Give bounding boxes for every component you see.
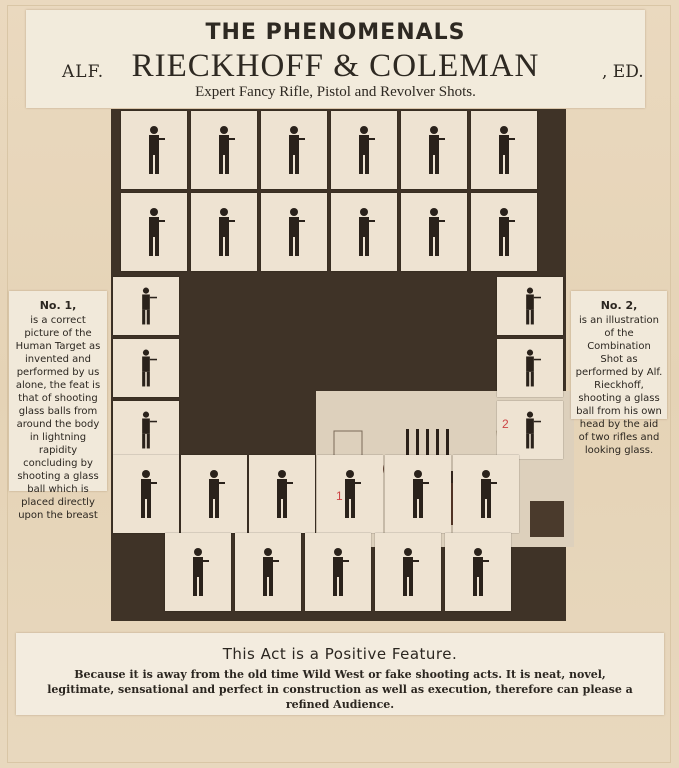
marksman-figure — [423, 206, 445, 258]
photo-card — [191, 193, 257, 271]
photo-card — [317, 455, 383, 533]
marksman-figure — [143, 206, 165, 258]
photo-card — [113, 401, 179, 459]
header-panel — [26, 10, 645, 108]
marksman-figure — [213, 124, 235, 176]
photo-card — [401, 193, 467, 271]
marksman-figure — [353, 206, 375, 258]
marksman-figure — [423, 124, 445, 176]
photo-card — [401, 111, 467, 189]
photo-card — [235, 533, 301, 611]
marksman-figure — [519, 410, 541, 450]
left-note-heading: No. 1, — [39, 299, 77, 312]
marksman-figure — [519, 348, 541, 388]
performer-names: RIECKHOFF & COLEMAN — [131, 48, 540, 84]
footer-panel — [16, 633, 664, 715]
photo-card — [331, 111, 397, 189]
photo-card — [497, 339, 563, 397]
marksman-figure — [327, 546, 349, 598]
marksman-figure — [213, 206, 235, 258]
marksman-figure — [397, 546, 419, 598]
marksman-figure — [407, 468, 429, 520]
footer-headline: This Act is a Positive Feature. — [222, 645, 458, 663]
marksman-figure — [135, 286, 157, 326]
right-note-text: is an illustration of the Combination Shot as performed by Alf. Rieckhoff, shooting a glass ball from his own head by the aid of two rifles and looking glass. — [575, 315, 663, 456]
photo-card — [249, 455, 315, 533]
marksman-figure — [493, 124, 515, 176]
photo-card — [385, 455, 451, 533]
photo-card — [497, 277, 563, 335]
photo-mark-two: 2 — [502, 417, 509, 431]
poster-subtitle: Expert Fancy Rifle, Pistol and Revolver Shots. — [195, 84, 476, 100]
footer-body: Because it is away from the old time Wild West or fake shooting acts. It is neat, novel, legitimate, sensational and perfect in construction as well as execution, therefore can please a refined Audience. — [47, 668, 633, 711]
marksman-figure — [203, 468, 225, 520]
marksman-figure — [475, 468, 497, 520]
photo-card — [181, 455, 247, 533]
left-note — [9, 291, 107, 521]
marksman-figure — [257, 546, 279, 598]
poster-title: THE PHENOMENALS — [205, 20, 466, 45]
photo-card — [331, 193, 397, 271]
photo-card — [471, 193, 537, 271]
marksman-figure — [283, 124, 305, 176]
photo-card — [261, 193, 327, 271]
photo-card — [121, 111, 187, 189]
photo-card — [305, 533, 371, 611]
photo-card — [471, 111, 537, 189]
marksman-figure — [353, 124, 375, 176]
photo-card — [113, 455, 179, 533]
marksman-figure — [493, 206, 515, 258]
marksman-figure — [271, 468, 293, 520]
photo-card — [191, 111, 257, 189]
photo-card — [261, 111, 327, 189]
photo-card — [113, 277, 179, 335]
marksman-figure — [143, 124, 165, 176]
photo-montage — [111, 109, 566, 621]
photo-card — [113, 339, 179, 397]
right-note — [571, 291, 667, 456]
name-prefix: ALF. — [62, 62, 105, 82]
marksman-figure — [519, 286, 541, 326]
left-note-text: is a correct picture of the Human Target as invented and performed by us alone, the feat is that of shooting glass balls from around the body in lightning rapidity concluding by shooting a glass ball which is placed directly upon the breast — [15, 315, 101, 521]
marksman-figure — [135, 468, 157, 520]
photo-card — [165, 533, 231, 611]
right-note-heading: No. 2, — [600, 299, 638, 312]
marksman-figure — [187, 546, 209, 598]
name-suffix: , ED. — [602, 62, 644, 82]
marksman-figure — [467, 546, 489, 598]
marksman-figure — [283, 206, 305, 258]
marksman-figure — [135, 410, 157, 450]
photo-mark-one: 1 — [336, 489, 343, 503]
photo-card — [375, 533, 441, 611]
photo-card — [453, 455, 519, 533]
photo-card — [121, 193, 187, 271]
marksman-figure — [135, 348, 157, 388]
photo-card — [445, 533, 511, 611]
performer-names-row — [26, 48, 645, 88]
